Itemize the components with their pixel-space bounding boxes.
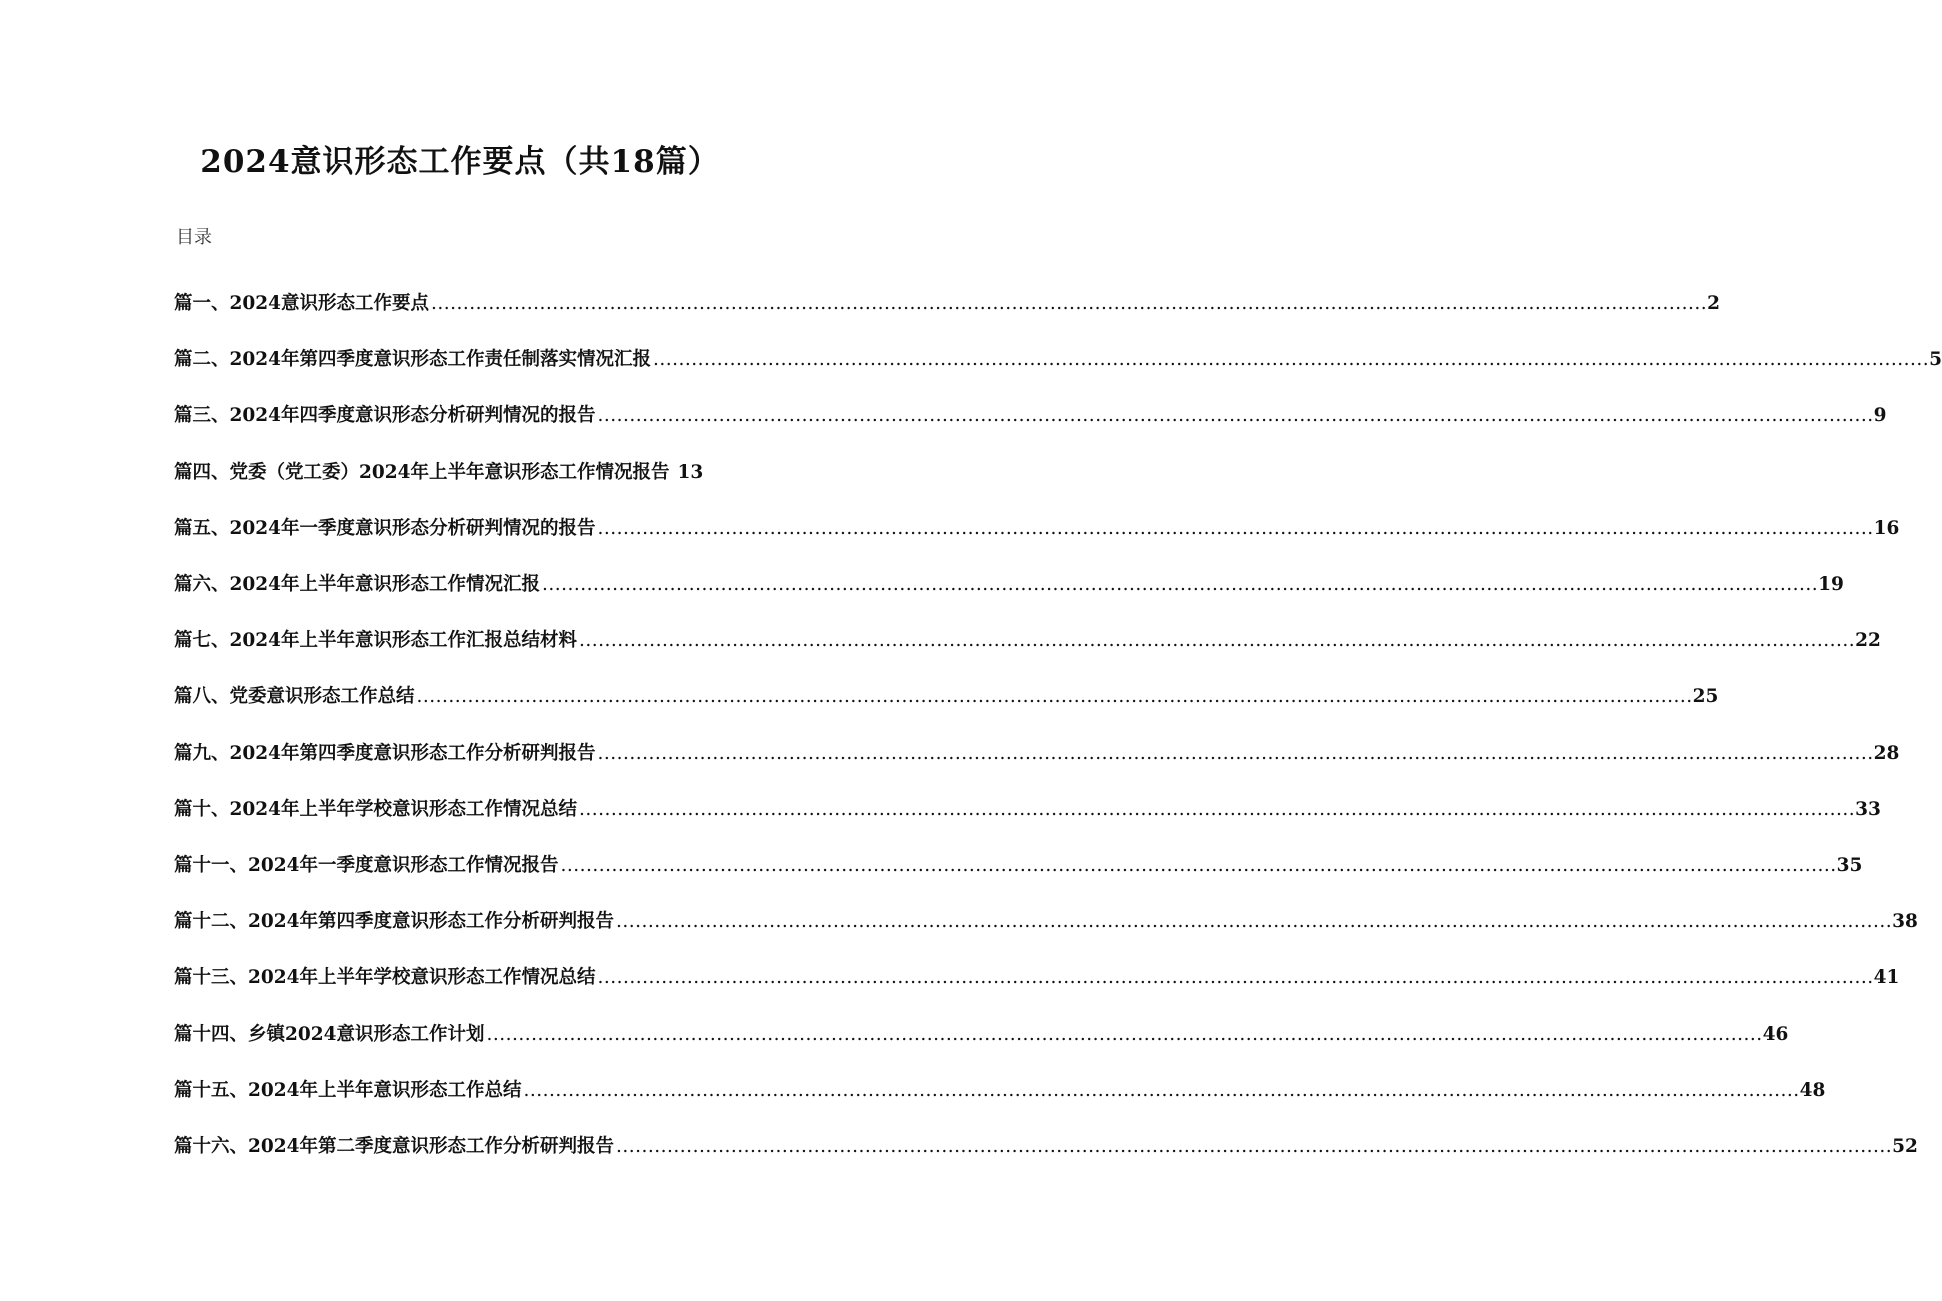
toc-entry-label: 篇三、2024年四季度意识形态分析研判情况的报告 xyxy=(174,405,596,427)
toc-page-number: 46 xyxy=(1762,1023,1789,1045)
toc-entry-label: 篇十四、乡镇2024意识形态工作计划 xyxy=(174,1023,485,1045)
toc-entry-label: 篇八、党委意识形态工作总结 xyxy=(174,686,415,708)
toc-entry-label: 篇七、2024年上半年意识形态工作汇报总结材料 xyxy=(174,630,577,652)
toc-page-number: 38 xyxy=(1892,911,1918,933)
toc-entry-label: 篇九、2024年第四季度意识形态工作分析研判报告 xyxy=(174,742,596,764)
toc-leader-dots: ........................................................................................................................................................................................................ xyxy=(416,686,1693,708)
toc-entry[interactable] xyxy=(174,332,1942,388)
toc-leader-dots: ........................................................................................................................................................................................................ xyxy=(597,517,1874,539)
toc-entry[interactable] xyxy=(174,557,1844,613)
toc-leader-dots: ........................................................................................................................................................................................................ xyxy=(579,630,1856,652)
toc-leader-dots: ........................................................................................................................................................................................................ xyxy=(653,349,1930,371)
toc-entry-label: 篇十六、2024年第二季度意识形态工作分析研判报告 xyxy=(174,1135,614,1157)
toc-entry[interactable] xyxy=(174,669,1719,725)
toc-entry[interactable] xyxy=(174,1119,1918,1175)
toc-entry[interactable] xyxy=(174,726,1900,782)
toc-page-number: 25 xyxy=(1692,686,1719,708)
toc-page-number: 33 xyxy=(1855,798,1881,820)
toc-page-number: 22 xyxy=(1855,630,1881,652)
toc-entry[interactable] xyxy=(174,1063,1826,1119)
toc-entry-label: 篇十五、2024年上半年意识形态工作总结 xyxy=(174,1079,522,1101)
toc-leader-dots: ........................................................................................................................................................................................................ xyxy=(597,967,1874,989)
toc-entry[interactable] xyxy=(174,445,768,501)
toc-entry-label: 篇五、2024年一季度意识形态分析研判情况的报告 xyxy=(174,517,596,539)
table-of-contents xyxy=(174,276,1942,1175)
toc-leader-dots: ........................................................................................................................................................................................................ xyxy=(486,1023,1763,1045)
toc-entry-label: 篇四、党委（党工委）2024年上半年意识形态工作情况报告 xyxy=(174,461,670,483)
toc-leader-dots: ........................................................................................................................................................................................................ xyxy=(579,798,1856,820)
toc-entry[interactable] xyxy=(174,388,1887,444)
toc-heading: 目录 xyxy=(176,227,212,248)
toc-page-number: 52 xyxy=(1892,1135,1918,1157)
toc-leader-dots: ........................................................................................................................................................................................................ xyxy=(560,854,1837,876)
toc-leader-dots: ........................................................................................................................................................................................................ xyxy=(523,1079,1800,1101)
toc-entry-label: 篇六、2024年上半年意识形态工作情况汇报 xyxy=(174,574,540,596)
toc-page-number: 9 xyxy=(1873,405,1887,427)
toc-entry-label: 篇十二、2024年第四季度意识形态工作分析研判报告 xyxy=(174,911,614,933)
toc-page-number: 2 xyxy=(1707,293,1720,315)
toc-page-number: 13 xyxy=(677,461,704,483)
toc-entry-label: 篇一、2024意识形态工作要点 xyxy=(174,293,429,315)
document-title: 2024意识形态工作要点（共18篇） xyxy=(200,144,720,180)
toc-page-number: 35 xyxy=(1836,854,1863,876)
toc-entry[interactable] xyxy=(174,782,1881,838)
toc-leader-dots: ........................................................................................................................................................................................................ xyxy=(616,1135,1893,1157)
toc-entry-label: 篇十三、2024年上半年学校意识形态工作情况总结 xyxy=(174,967,596,989)
toc-entry-label: 篇十、2024年上半年学校意识形态工作情况总结 xyxy=(174,798,577,820)
toc-page-number: 41 xyxy=(1873,967,1900,989)
toc-page-number: 16 xyxy=(1873,517,1900,539)
toc-entry[interactable] xyxy=(174,613,1881,669)
toc-entry-label: 篇十一、2024年一季度意识形态工作情况报告 xyxy=(174,854,559,876)
toc-leader-dots: ........................................................................................................................................................................................................ xyxy=(542,574,1819,596)
toc-page-number: 28 xyxy=(1873,742,1900,764)
toc-entry[interactable] xyxy=(174,838,1863,894)
toc-page-number: 19 xyxy=(1818,574,1844,596)
toc-page-number: 5 xyxy=(1929,349,1942,371)
toc-leader-dots: ........................................................................................................................................................................................................ xyxy=(616,911,1893,933)
toc-entry-label: 篇二、2024年第四季度意识形态工作责任制落实情况汇报 xyxy=(174,349,651,371)
toc-leader-dots: ........................................................................................................................................................................................................ xyxy=(597,405,1874,427)
toc-entry[interactable] xyxy=(174,894,1918,950)
toc-leader-dots: ........................................................................................................................................................................................................ xyxy=(597,742,1874,764)
toc-entry[interactable] xyxy=(174,1006,1789,1062)
toc-entry[interactable] xyxy=(174,950,1900,1006)
toc-entry[interactable] xyxy=(174,501,1900,557)
toc-page-number: 48 xyxy=(1799,1079,1826,1101)
toc-entry[interactable] xyxy=(174,276,1720,332)
toc-leader-dots: ........................................................................................................................................................................................................ xyxy=(431,293,1708,315)
